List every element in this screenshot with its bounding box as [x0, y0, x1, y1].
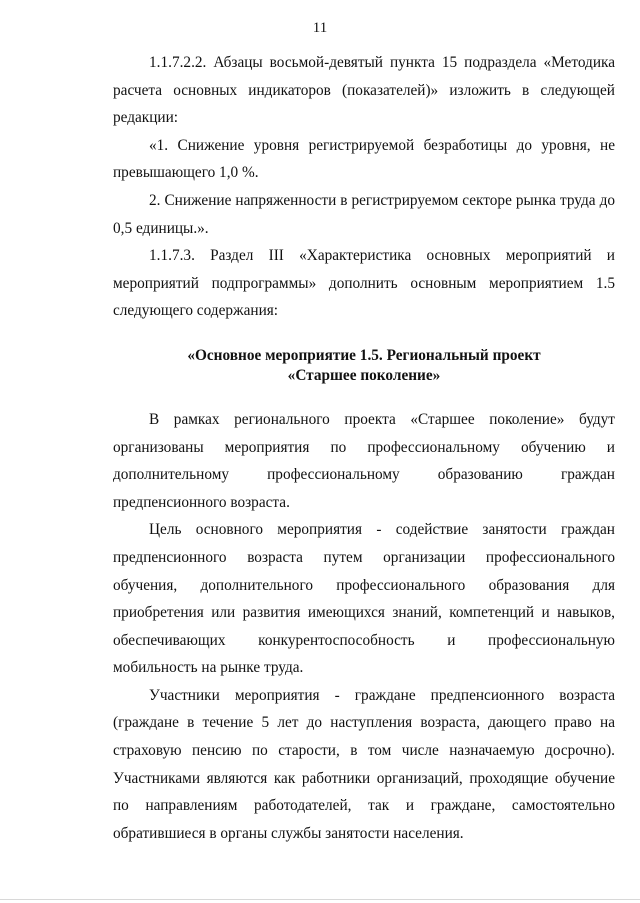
section-heading	[113, 346, 615, 386]
paragraph-participants: Участники мероприятия - граждане предпенсионного возраста (граждане в течение 5 лет до наступления возраста, дающего право на страховую пенсию по старости, в том числе назначаемую досрочно). Участниками являются как работники организаций, проходящие обучение по направлениям работодателей, так и граждане, самостоятельно обратившиеся в органы службы занятости населения.	[113, 686, 615, 842]
paragraph-indicator-2: 2. Снижение напряженности в регистрируемом секторе рынка труда до 0,5 единицы.».	[113, 191, 615, 237]
page-number: 11	[312, 20, 328, 36]
paragraph-amendment-1-1-7-3: 1.1.7.3. Раздел III «Характеристика основных мероприятий и мероприятий подпрограммы» дополнить основным мероприятием 1.5 следующего содержания:	[113, 247, 615, 320]
paragraph-amendment-1-1-7-2-2: 1.1.7.2.2. Абзацы восьмой-девятый пункта 15 подраздела «Методика расчета основных индикаторов (показателей)» изложить в следующей редакции:	[113, 54, 615, 127]
paragraph-project-scope: В рамках регионального проекта «Старшее поколение» будут организованы мероприятия по профессиональному обучению и дополнительному профессиональному образованию граждан предпенсионного возраста.	[113, 410, 615, 511]
section-heading-line-1: «Основное мероприятие 1.5. Региональный проект	[187, 346, 541, 364]
document-body	[113, 49, 615, 847]
section-heading-line-2: «Старшее поколение»	[287, 366, 441, 384]
paragraph-project-goal: Цель основного мероприятия - содействие занятости граждан предпенсионного возраста путем организации профессионального обучения, дополнительного профессионального образования для приобретения или развития имеющихся знаний, компетенций и навыков, обеспечивающих конкурентоспособность и профессиональную мобильность на рынке труда.	[113, 521, 615, 677]
page-bottom-edge	[0, 899, 640, 900]
paragraph-indicator-1: «1. Снижение уровня регистрируемой безработицы до уровня, не превышающего 1,0 %.	[113, 136, 615, 182]
